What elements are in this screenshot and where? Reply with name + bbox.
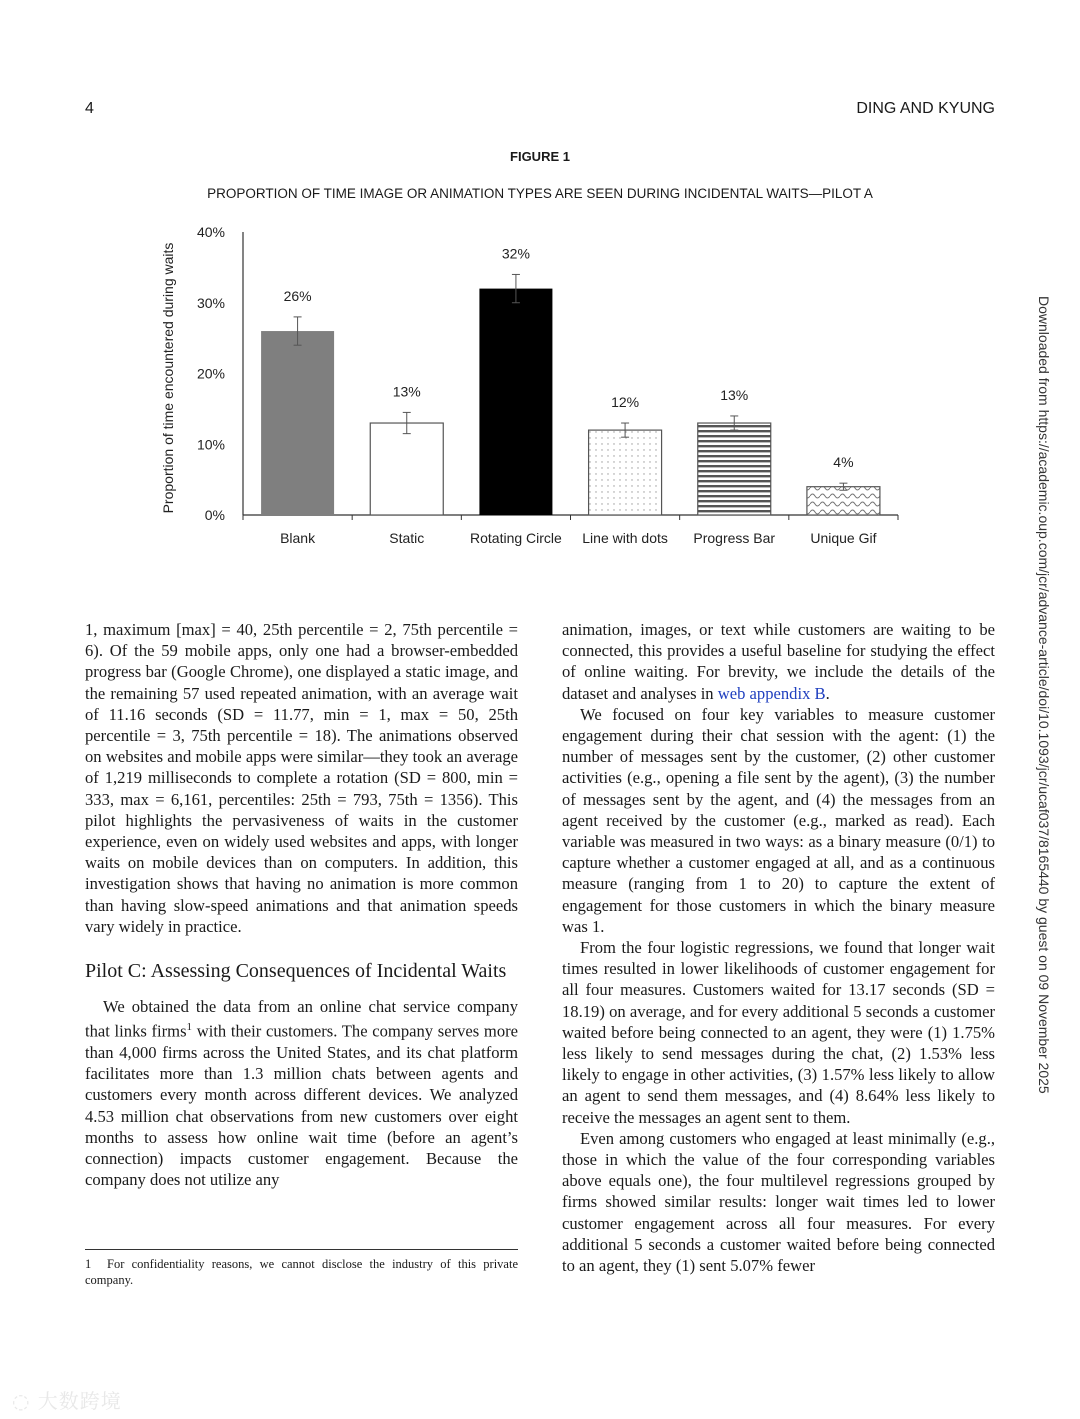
bar-unique-gif: [807, 487, 880, 515]
y-tick-label: 10%: [196, 436, 225, 453]
page-number: 4: [85, 100, 94, 117]
x-tick-label: Blank: [280, 530, 316, 546]
x-tick-label: Rotating Circle: [470, 530, 562, 546]
running-head: DING AND KYUNG: [856, 100, 995, 117]
bar-progress-bar: [698, 423, 771, 515]
data-label: 4%: [833, 454, 854, 471]
paragraph: We focused on four key variables to measure customer engagement during their chat session with the agent: (1) the number of messages sent by the customer, (2) other customer activities (e.g., opening a file sent by the agent), (3) the number of messages sent by the agent, and (4) the messages from an agent received by the customer (e.g., marked as read). Each variable was measured in two ways: as a binary measure (0/1) to capture whether a customer engaged at all, and as a continuous measure (ranging from 1 to 20) to capture the extent of engagement for those customers in which the binary measure was 1.: [562, 704, 995, 936]
section-heading: Pilot C: Assessing Consequences of Incidental Waits: [85, 960, 507, 983]
data-label: 13%: [720, 386, 749, 403]
footnote-ref[interactable]: 1: [186, 1021, 193, 1034]
bar-blank: [261, 331, 334, 515]
paragraph: Even among customers who engaged at least minimally (e.g., those in which the value of the four corresponding variables above equals one), the four multilevel regressions grouped by firms showed similar results: longer wait times led to lower customer engagement across all four measures. For every additional 5 seconds a customer waited before being connected to an agent, they (1) sent 5.07% fewer: [562, 1128, 995, 1276]
y-tick-label: 30%: [196, 294, 225, 311]
text: .: [825, 683, 830, 703]
bar-line-with-dots: [589, 430, 662, 515]
left-column: [85, 619, 518, 1190]
x-tick-label: Unique Gif: [810, 530, 877, 546]
text: We obtained the data from an online chat service company that links firms: [85, 997, 518, 1041]
bar-rotating-circle: [479, 289, 552, 515]
x-tick-label: Static: [389, 530, 425, 546]
data-label: 12%: [611, 394, 640, 411]
footnote-text: For confidentiality reasons, we cannot disclose the industry of this private company.: [85, 1257, 518, 1287]
y-axis-label: Proportion of time encountered during waits: [160, 242, 176, 514]
paragraph: [85, 996, 518, 1190]
footnote-divider: [85, 1249, 518, 1250]
bar-chart: [150, 220, 910, 560]
right-column: [562, 619, 995, 1276]
figure-label: FIGURE 1: [510, 149, 570, 164]
y-tick-label: 40%: [196, 224, 225, 240]
data-label: 26%: [283, 287, 312, 304]
data-label: 13%: [392, 383, 421, 400]
watermark-logo: ◌ 大数跨境: [12, 1389, 122, 1413]
x-tick-label: Progress Bar: [693, 530, 776, 546]
figure-title: PROPORTION OF TIME IMAGE OR ANIMATION TYPES ARE SEEN DURING INCIDENTAL WAITS—PILOT A: [207, 186, 873, 201]
web-appendix-link[interactable]: web appendix B: [717, 683, 826, 703]
y-tick-label: 20%: [196, 365, 225, 382]
text: animation, images, or text while customers are waiting to be connected, this provides a useful baseline for studying the effect of online waiting. For brevity, we include the details of the dataset and analyses in: [562, 620, 995, 703]
download-notice: Downloaded from https://academic.oup.com/jcr/advance-article/doi/10.1093/jcr/ucaf037/8165440 by guest on 09 November 2025: [1036, 296, 1052, 1094]
bar-static: [370, 423, 443, 515]
y-tick-label: 0%: [204, 507, 225, 523]
paragraph: [562, 619, 995, 704]
text: with their customers. The company serves more than 4,000 firms across the United States, and its chat platform facilitates more than 1.3 million chats between agents and customers every month across different devices. We analyzed 4.53 million chat observations from new customers over eight months to assess how online wait time (before an agent’s connection) impacts customer engagement. Because the company does not utilize any: [85, 1021, 519, 1190]
x-tick-label: Line with dots: [582, 530, 668, 546]
data-label: 32%: [501, 245, 530, 262]
paragraph: From the four logistic regressions, we found that longer wait times resulted in lower likelihoods of customer engagement for all four measures. Customers waited for 13.17 seconds (SD = 18.19) on average, and for every additional 5 seconds a customer waited before being connected to an agent, they were (1) 1.75% less likely to send messages during the chat, (2) 1.53% less likely to engage in other activities, (3) 1.57% less likely to allow an agent to send them messages, and (4) 8.64% less likely to receive the messages an agent sent to them.: [562, 938, 995, 1127]
footnote: [85, 1256, 518, 1288]
footnote-number: 1: [85, 1257, 92, 1271]
paragraph: 1, maximum [max] = 40, 25th percentile = 2, 75th percentile = 6). Of the 59 mobile apps, only one had a browser-embedded progress bar (Google Chrome), one displayed a static image, and the remaining 57 used repeated animation, with an average wait of 11.16 seconds (SD = 11.77, min = 1, max = 50, 25th percentile = 3, 75th percentile = 18). The animations observed on websites and mobile apps were similar—they took an average of 1,219 milliseconds to complete a rotation (SD = 800, min = 333, max = 6,161, percentiles: 25th = 793, 75th = 1356). This pilot highlights the pervasiveness of waits in the customer experience, even on widely used websites and apps, with longer waits on mobile devices than on computers. In addition, this investigation shows that having no animation is more common than having slow-speed animations and that animation speeds vary widely in practice.: [85, 620, 518, 936]
